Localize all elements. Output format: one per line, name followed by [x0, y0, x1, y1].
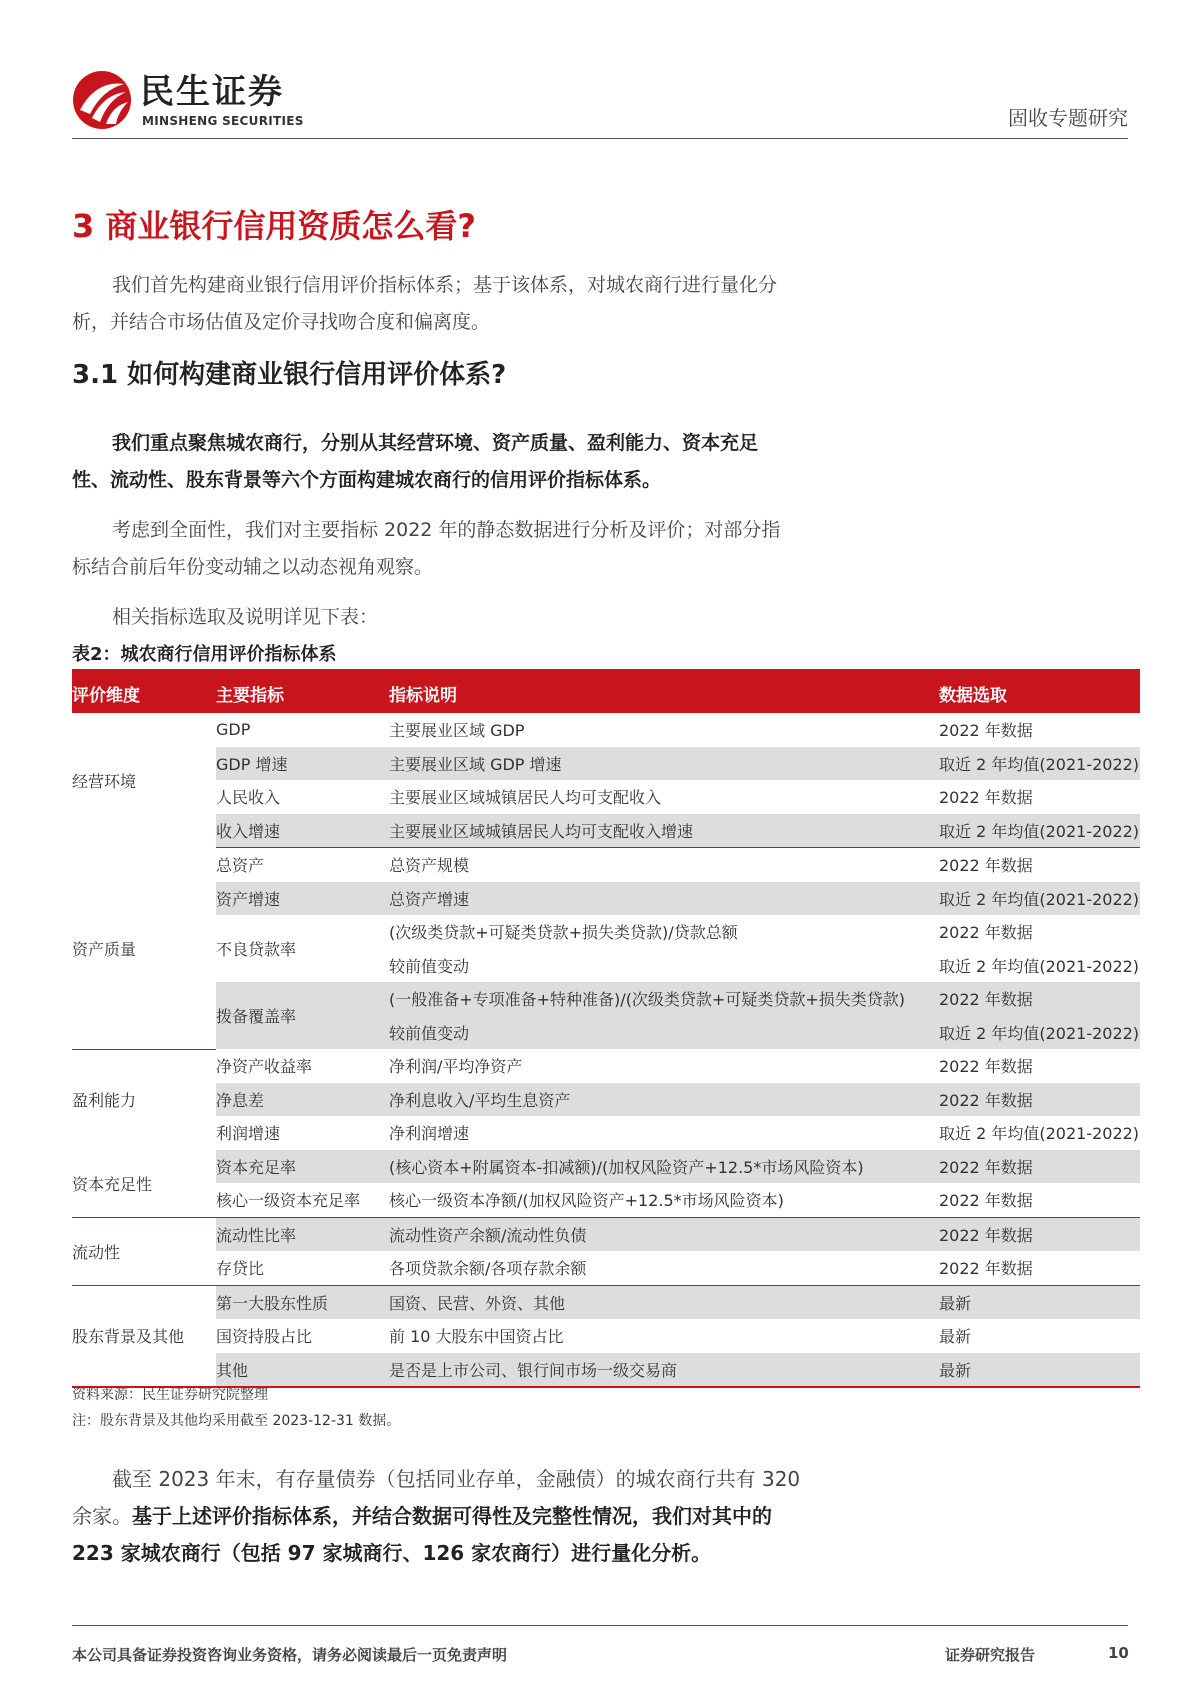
footer-divider	[72, 1625, 1128, 1626]
data-cell: 2022 年数据	[939, 1057, 1033, 1077]
section-intro: 我们首先构建商业银行信用评价指标体系；基于该体系，对城农商行进行量化分析，并结合市场估值及定价寻找吻合度和偏离度。	[72, 274, 778, 333]
table-note: 注：股东背景及其他均采用截至 2023-12-31 数据。	[72, 1413, 401, 1429]
data-cell: 最新	[939, 1327, 972, 1347]
table-row	[72, 882, 1140, 916]
description-cell: 前 10 大股东中国资占比	[389, 1327, 564, 1347]
subsection-para-bold: 我们重点聚焦城农商行，分别从其经营环境、资产质量、盈利能力、资本充足性、流动性、股东背景等六个方面构建城农商行的信用评价指标体系。	[72, 432, 759, 491]
indicator-cell: 其他	[216, 1353, 389, 1388]
subsection-para: 考虑到全面性，我们对主要指标 2022 年的静态数据进行分析及评价；对部分指标结合前后年份变动辅之以动态视角观察。	[72, 519, 781, 578]
indicator-cell: GDP	[216, 720, 251, 740]
indicator-cell: 存贷比	[216, 1251, 389, 1285]
data-cell: 取近 2 年均值(2021-2022)	[939, 814, 1140, 848]
data-cell: 2022 年数据	[939, 1183, 1140, 1217]
indicator-cell: 人民收入	[216, 788, 281, 808]
table-row	[72, 814, 1140, 848]
table-row	[72, 1319, 1140, 1353]
description-cell: 主要展业区域城镇居民人均可支配收入增速	[389, 814, 939, 848]
dimension-cell: 流动性	[72, 1217, 216, 1285]
indicator-cell: 利润增速	[216, 1124, 281, 1144]
table-row	[72, 1217, 1140, 1251]
data-cell: 取近 2 年均值(2021-2022)	[939, 747, 1140, 781]
report-type-label: 固收专题研究	[1008, 106, 1128, 130]
description-cell: (一般准备+专项准备+特种准备)/(次级类贷款+可疑类贷款+损失类贷款)	[389, 982, 939, 1016]
indicator-cell: 不良贷款率	[216, 940, 297, 959]
brand-name: 民生证券	[140, 72, 284, 112]
indicator-cell: 总资产	[216, 856, 265, 876]
data-cell: 取近 2 年均值(2021-2022)	[939, 956, 1140, 976]
table-source: 资料来源：民生证券研究院整理	[72, 1387, 268, 1403]
indicator-cell: 拨备覆盖率	[216, 982, 389, 1049]
data-cell: 取近 2 年均值(2021-2022)	[939, 882, 1140, 916]
table-row	[72, 1083, 1140, 1117]
conclusion-plain: 截至 2023 年末，有存量债券（包括同业存单，金融债）的城农商行共有 320 余家。	[72, 1467, 801, 1528]
description-cell: 核心一级资本净额/(加权风险资产+12.5*市场风险资本)	[389, 1183, 939, 1217]
table-header-cell: 指标说明	[389, 669, 939, 713]
description-cell: 较前值变动	[389, 956, 470, 976]
data-cell: 2022 年数据	[939, 1251, 1140, 1285]
table-row	[72, 1150, 1140, 1184]
table-header-cell: 数据选取	[939, 669, 1140, 713]
table-lead-in: 相关指标选取及说明详见下表：	[112, 606, 379, 628]
table-row	[72, 1183, 1140, 1217]
section-title: 3 商业银行信用资质怎么看?	[72, 207, 476, 245]
dimension-cell: 资本充足性	[72, 1150, 216, 1218]
table-row	[72, 915, 1140, 949]
description-cell: 总资产规模	[389, 856, 470, 876]
data-cell: 2022 年数据	[939, 721, 1033, 741]
table-title: 表2：城农商行信用评价指标体系	[72, 644, 337, 665]
subsection-title: 3.1 如何构建商业银行信用评价体系?	[72, 360, 507, 390]
indicator-cell: 净息差	[216, 1083, 389, 1117]
indicator-cell: 净资产收益率	[216, 1057, 313, 1077]
table-header-cell: 评价维度	[72, 669, 216, 713]
description-cell: (核心资本+附属资本-扣减额)/(加权风险资产+12.5*市场风险资本)	[389, 1150, 939, 1184]
dimension-cell: 资产质量	[72, 848, 216, 1050]
dimension-cell: 盈利能力	[72, 1049, 216, 1150]
data-cell: 取近 2 年均值(2021-2022)	[939, 1016, 1140, 1050]
footer-report-label: 证券研究报告	[945, 1646, 1036, 1664]
description-cell: (次级类贷款+可疑类贷款+损失类贷款)/贷款总额	[389, 923, 738, 943]
table-row	[72, 848, 1140, 882]
table-row	[72, 747, 1140, 781]
description-cell: 是否是上市公司、银行间市场一级交易商	[389, 1353, 939, 1388]
brand-name-en: MINSHENG SECURITIES	[142, 114, 304, 128]
data-cell: 2022 年数据	[939, 856, 1033, 876]
table-header-row	[72, 669, 1140, 713]
data-cell: 2022 年数据	[939, 788, 1033, 808]
description-cell: 净利润/平均净资产	[389, 1057, 523, 1077]
data-cell: 2022 年数据	[939, 1150, 1140, 1184]
data-cell: 2022 年数据	[939, 1217, 1140, 1251]
conclusion-bold: 基于上述评价指标体系，并结合数据可得性及完整性情况，我们对其中的 223 家城农商行（包括 97 家城商行、126 家农商行）进行量化分析。	[72, 1504, 772, 1565]
description-cell: 总资产增速	[389, 882, 939, 916]
data-cell: 2022 年数据	[939, 982, 1140, 1016]
indicator-cell: 资本充足率	[216, 1150, 389, 1184]
description-cell: 流动性资产余额/流动性负债	[389, 1217, 939, 1251]
indicator-cell: 收入增速	[216, 814, 389, 848]
indicator-cell: 国资持股占比	[216, 1327, 313, 1347]
description-cell: 国资、民营、外资、其他	[389, 1285, 939, 1319]
description-cell: 主要展业区域城镇居民人均可支配收入	[389, 788, 662, 808]
table-row	[72, 1049, 1140, 1083]
description-cell: 净利润增速	[389, 1124, 470, 1144]
description-cell: 较前值变动	[389, 1016, 939, 1050]
table-row	[72, 1116, 1140, 1150]
indicator-table	[72, 669, 1140, 1388]
table-row	[72, 780, 1140, 814]
description-cell: 主要展业区域 GDP	[389, 721, 525, 741]
indicator-cell: 第一大股东性质	[216, 1285, 389, 1319]
table-row	[72, 982, 1140, 1016]
data-cell: 最新	[939, 1353, 1140, 1388]
footer-disclaimer: 本公司具备证券投资咨询业务资格，请务必阅读最后一页免责声明	[72, 1646, 508, 1664]
table-row	[72, 1353, 1140, 1388]
data-cell: 取近 2 年均值(2021-2022)	[939, 1124, 1140, 1144]
indicator-cell: 资产增速	[216, 882, 389, 916]
description-cell: 各项贷款余额/各项存款余额	[389, 1251, 939, 1285]
table-row	[72, 713, 1140, 747]
dimension-cell: 经营环境	[72, 713, 216, 848]
dimension-cell: 股东背景及其他	[72, 1285, 216, 1387]
data-cell: 最新	[939, 1285, 1140, 1319]
table-row	[72, 1285, 1140, 1319]
description-cell: 净利息收入/平均生息资产	[389, 1083, 939, 1117]
indicator-cell: 流动性比率	[216, 1217, 389, 1251]
data-cell: 2022 年数据	[939, 1083, 1140, 1117]
description-cell: 主要展业区域 GDP 增速	[389, 747, 939, 781]
page-header	[72, 70, 1128, 140]
indicator-cell: 核心一级资本充足率	[216, 1183, 389, 1217]
conclusion-paragraph	[72, 1461, 812, 1572]
header-divider	[72, 138, 1128, 139]
data-cell: 2022 年数据	[939, 923, 1033, 943]
table-header-cell: 主要指标	[216, 669, 389, 713]
minsheng-logo-icon	[72, 70, 132, 130]
page-number: 10	[1108, 1644, 1129, 1662]
indicator-cell: GDP 增速	[216, 747, 389, 781]
table-row	[72, 1251, 1140, 1285]
